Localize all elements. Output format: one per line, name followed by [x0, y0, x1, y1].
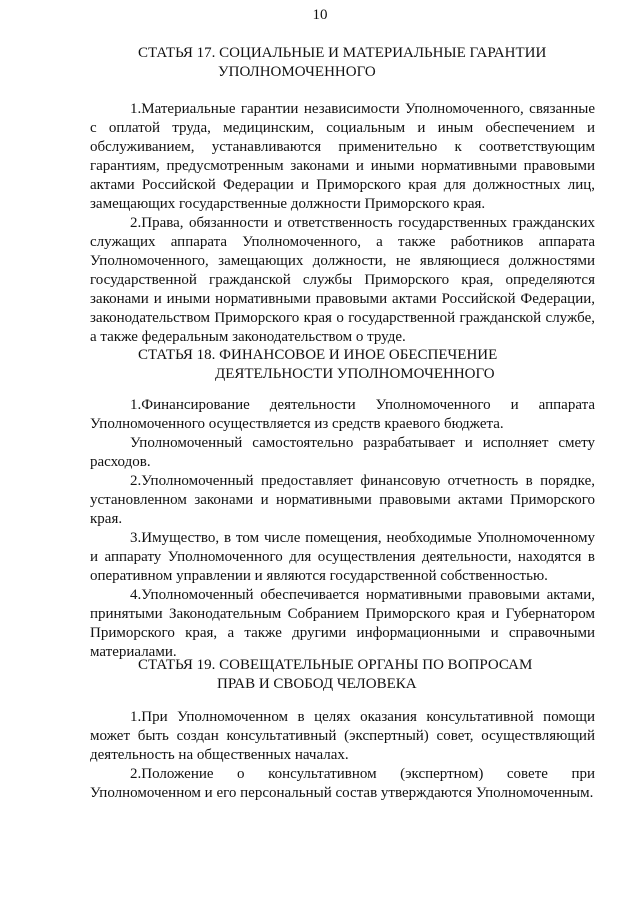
article-19-title-line-2: ПРАВ И СВОБОД ЧЕЛОВЕКА — [217, 676, 417, 692]
page-number: 10 — [312, 7, 328, 23]
article-18-paragraph-2: Уполномоченный самостоятельно разрабатывает и исполняет смету расходов. — [90, 435, 595, 470]
article-17-paragraph-2: 2.Права, обязанности и ответственность государственных гражданских служащих аппарата Уполномоченного, а также работников аппарата Уполномоченного, замещающих должности, не являющиеся должностями государственной гражданской службы Приморского края, определяются законами и иными нормативными правовыми актами Российской Федерации, законодательством Приморского края о государственной гражданской службе, а также федеральным законодательством о труде. — [90, 215, 595, 345]
article-18-body — [90, 396, 595, 662]
article-17-paragraph-1: 1.Материальные гарантии независимости Уполномоченного, связанные с оплатой труда, медицинским, социальным и иным обеспечением и обслуживанием, устанавливаются применительно к соответствующим гарантиям, предусмотренным законами и иными нормативными правовыми актами Российской Федерации и Приморского края для должностных лиц, замещающих государственные должности Приморского края. — [90, 101, 595, 212]
article-17-title-line-1: СТАТЬЯ 17. СОЦИАЛЬНЫЕ И МАТЕРИАЛЬНЫЕ ГАРАНТИИ — [138, 45, 547, 61]
article-19-body — [90, 708, 595, 803]
article-18-title-line-2: ДЕЯТЕЛЬНОСТИ УПОЛНОМОЧЕННОГО — [215, 366, 495, 382]
article-18-heading — [138, 346, 618, 384]
article-17-body — [90, 100, 595, 347]
article-17-heading — [138, 44, 618, 82]
article-19-title-line-1: СТАТЬЯ 19. СОВЕЩАТЕЛЬНЫЕ ОРГАНЫ ПО ВОПРОСАМ — [138, 657, 533, 673]
article-18-paragraph-4: 3.Имущество, в том числе помещения, необходимые Уполномоченному и аппарату Уполномоченного для осуществления деятельности, находятся в оперативном управлении и являются государственной собственностью. — [90, 530, 595, 584]
article-18-paragraph-3: 2.Уполномоченный предоставляет финансовую отчетность в порядке, установленном законами и нормативными правовыми актами Приморского края. — [90, 473, 595, 527]
article-17-title-line-2: УПОЛНОМОЧЕННОГО — [218, 64, 376, 80]
article-18-paragraph-1: 1.Финансирование деятельности Уполномоченного и аппарата Уполномоченного осуществляется из средств краевого бюджета. — [90, 397, 595, 432]
article-19-heading — [138, 656, 618, 694]
article-18-title-line-1: СТАТЬЯ 18. ФИНАНСОВОЕ И ИНОЕ ОБЕСПЕЧЕНИЕ — [138, 347, 498, 363]
article-19-paragraph-1: 1.При Уполномоченном в целях оказания консультативной помощи может быть создан консультативный (экспертный) совет, осуществляющий деятельность на общественных началах. — [90, 709, 595, 763]
article-19-paragraph-2: 2.Положение о консультативном (экспертном) совете при Уполномоченном и его персональный состав утверждаются Уполномоченным. — [90, 766, 595, 801]
article-18-paragraph-5: 4.Уполномоченный обеспечивается нормативными правовыми актами, принятыми Законодательным Собранием Приморского края и Губернатором Приморского края, а также другими информационными и справочными материалами. — [90, 587, 595, 660]
